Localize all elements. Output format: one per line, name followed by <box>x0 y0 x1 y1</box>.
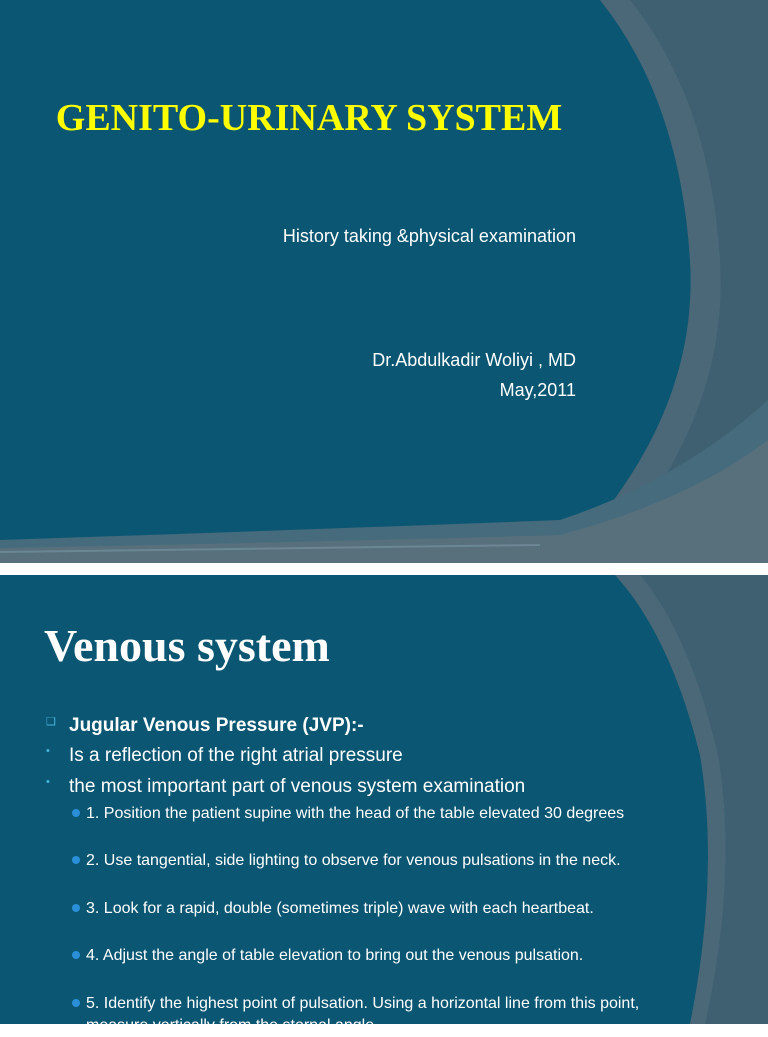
step-item <box>72 898 662 920</box>
step-text: 5. Identify the highest point of pulsation. Using a horizontal line from this point, measure vertically from the sternal angle. <box>86 995 640 1034</box>
author-name: Dr.Abdulkadir Woliyi , MD <box>372 350 576 370</box>
slide-subtitle: History taking &physical examination <box>282 226 576 246</box>
step-text: 1. Position the patient supine with the head of the table elevated 30 degrees <box>86 805 625 822</box>
round-bullet-icon <box>72 809 80 817</box>
step-text: 4. Adjust the angle of table elevation to bring out the venous pulsation. <box>86 947 584 964</box>
round-bullet-icon <box>72 999 80 1007</box>
list-item-text: Is a reflection of the right atrial pressure <box>69 745 403 766</box>
step-item <box>72 803 662 825</box>
checkbox-bullet-icon: ❑ <box>46 716 56 728</box>
content-slide <box>0 575 768 1034</box>
bullet-icon: • <box>46 745 50 757</box>
step-item <box>72 945 662 967</box>
step-item <box>72 850 662 872</box>
round-bullet-icon <box>72 904 80 912</box>
presentation-date: May,2011 <box>499 380 576 400</box>
step-text: 2. Use tangential, side lighting to observe for venous pulsations in the neck. <box>86 852 621 869</box>
round-bullet-icon <box>72 856 80 864</box>
step-text: 3. Look for a rapid, double (sometimes triple) wave with each heartbeat. <box>86 900 594 917</box>
author-block <box>372 345 576 405</box>
list-heading-text: Jugular Venous Pressure (JVP):- <box>69 715 364 736</box>
slide-title: GENITO-URINARY SYSTEM <box>55 97 563 139</box>
slide-title: Venous system <box>44 620 330 671</box>
bullet-icon: • <box>46 776 50 788</box>
step-item <box>72 993 662 1037</box>
round-bullet-icon <box>72 951 80 959</box>
list-item-text: the most important part of venous system examination <box>69 776 526 797</box>
